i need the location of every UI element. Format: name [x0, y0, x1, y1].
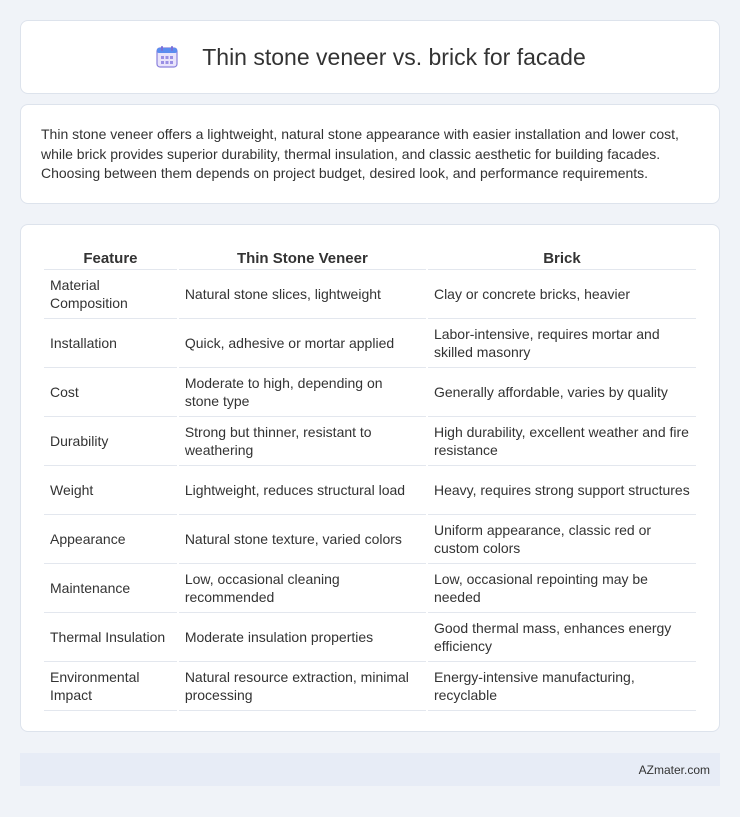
header-feature: Feature	[44, 245, 177, 270]
cell-feature: Thermal Insulation	[44, 613, 177, 662]
cell-brick: Heavy, requires strong support structures	[428, 466, 696, 515]
cell-veneer: Strong but thinner, resistant to weathering	[179, 417, 426, 466]
cell-brick: Uniform appearance, classic red or custom colors	[428, 515, 696, 564]
table-row	[44, 662, 696, 711]
cell-veneer: Lightweight, reduces structural load	[179, 466, 426, 515]
cell-brick: Energy-intensive manufacturing, recyclable	[428, 662, 696, 711]
comparison-table	[42, 245, 698, 711]
cell-feature: Cost	[44, 368, 177, 417]
page-title: Thin stone veneer vs. brick for facade	[202, 43, 586, 70]
cell-feature: Material Composition	[44, 270, 177, 319]
cell-feature: Durability	[44, 417, 177, 466]
cell-feature: Installation	[44, 319, 177, 368]
summary-text: Thin stone veneer offers a lightweight, natural stone appearance with easier installation and lower cost, while brick provides superior durability, thermal insulation, and classic aesthetic for building facades. Choosing between them depends on project budget, desired look, and performance requirements.	[41, 126, 679, 181]
cell-brick: Generally affordable, varies by quality	[428, 368, 696, 417]
cell-veneer: Low, occasional cleaning recommended	[179, 564, 426, 613]
table-row	[44, 319, 696, 368]
table-row	[44, 515, 696, 564]
table-row	[44, 564, 696, 613]
calendar-icon	[154, 44, 180, 70]
header-brick: Brick	[428, 245, 696, 270]
table-row	[44, 368, 696, 417]
cell-brick: Low, occasional repointing may be needed	[428, 564, 696, 613]
summary-card	[20, 104, 720, 204]
header-veneer: Thin Stone Veneer	[179, 245, 426, 270]
table-row	[44, 270, 696, 319]
cell-veneer: Natural stone texture, varied colors	[179, 515, 426, 564]
cell-feature: Appearance	[44, 515, 177, 564]
cell-veneer: Moderate insulation properties	[179, 613, 426, 662]
table-row	[44, 417, 696, 466]
table-row	[44, 613, 696, 662]
cell-veneer: Quick, adhesive or mortar applied	[179, 319, 426, 368]
cell-brick: High durability, excellent weather and fire resistance	[428, 417, 696, 466]
title-card	[20, 20, 720, 94]
footer	[20, 753, 720, 786]
cell-feature: Environmental Impact	[44, 662, 177, 711]
comparison-card	[20, 224, 720, 732]
table-header-row	[44, 245, 696, 270]
table-row	[44, 466, 696, 515]
cell-feature: Weight	[44, 466, 177, 515]
cell-veneer: Natural stone slices, lightweight	[179, 270, 426, 319]
cell-brick: Clay or concrete bricks, heavier	[428, 270, 696, 319]
cell-veneer: Moderate to high, depending on stone type	[179, 368, 426, 417]
cell-brick: Labor-intensive, requires mortar and skilled masonry	[428, 319, 696, 368]
cell-brick: Good thermal mass, enhances energy efficiency	[428, 613, 696, 662]
cell-veneer: Natural resource extraction, minimal processing	[179, 662, 426, 711]
cell-feature: Maintenance	[44, 564, 177, 613]
footer-brand[interactable]: AZmater.com	[638, 762, 710, 777]
